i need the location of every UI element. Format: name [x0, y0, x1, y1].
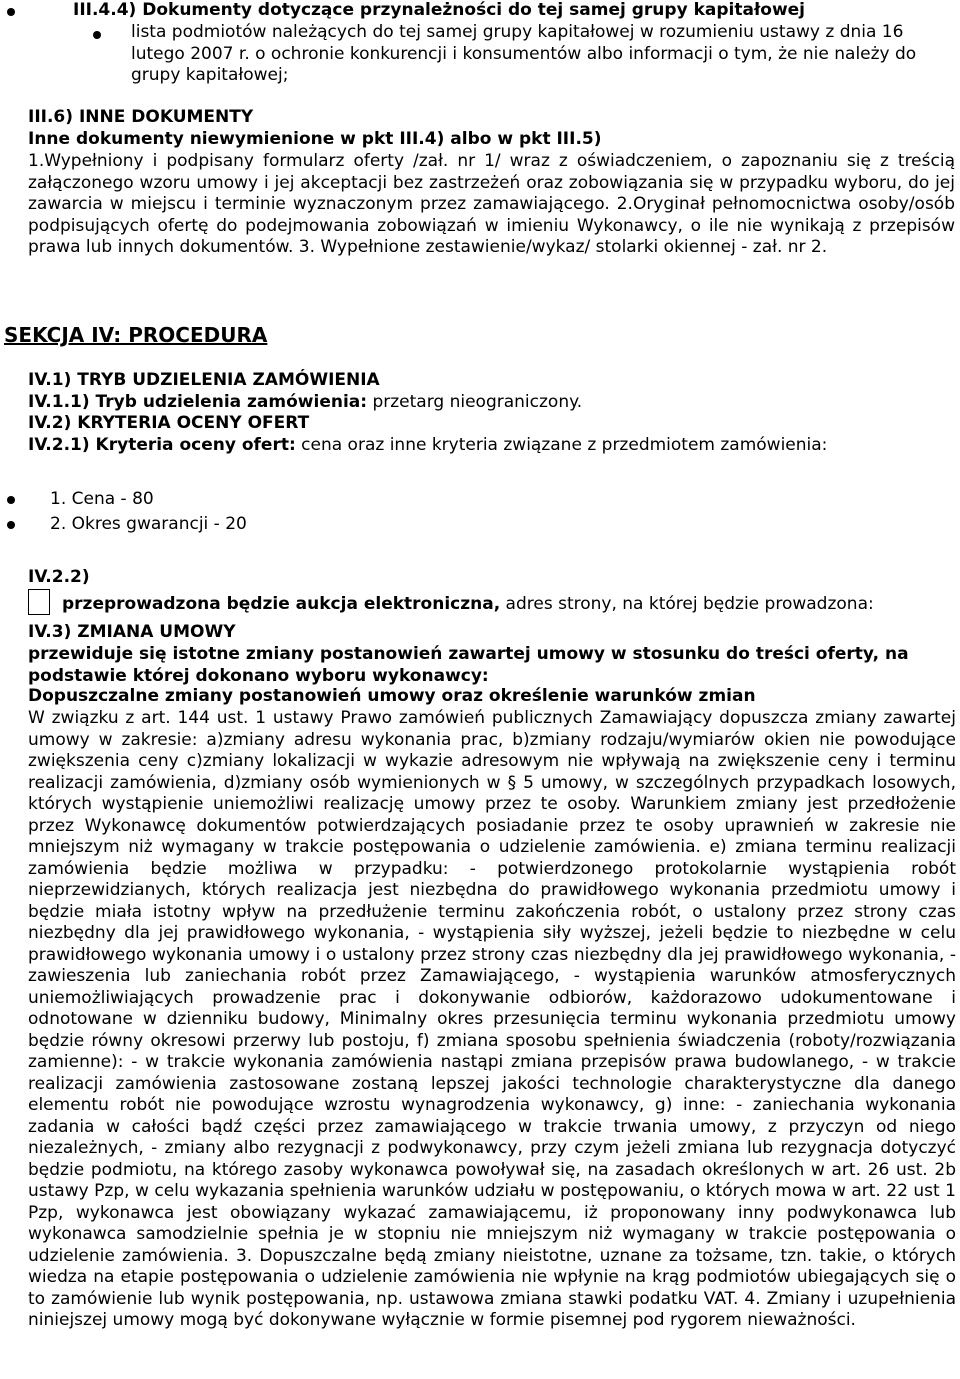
label: przeprowadzona będzie aukcja elektroniczna, [62, 594, 501, 614]
section-heading-III-4-4: III.4.4) Dokumenty dotyczące przynależności do tej samej grupy kapitałowej [73, 0, 806, 20]
heading-IV-2: IV.2) KRYTERIA OCENY OFERT [28, 413, 310, 433]
label: IV.2.1) Kryteria oceny ofert: [28, 435, 296, 455]
bullet-icon [7, 521, 15, 529]
section-subheading: Inne dokumenty niewymienione w pkt III.4) albo w pkt III.5) [28, 129, 602, 149]
value: przetarg nieograniczony. [367, 392, 583, 412]
heading-IV-1: IV.1) TRYB UDZIELENIA ZAMÓWIENIA [28, 370, 380, 390]
criteria-item: 2. Okres gwarancji - 20 [50, 514, 247, 534]
value: adres strony, na której będzie prowadzona: [500, 594, 874, 614]
bullet-icon [7, 496, 15, 504]
section-heading-III-6: III.6) INNE DOKUMENTY [28, 107, 254, 127]
list-item: lista podmiotów należących do tej samej grupy kapitałowej w rozumieniu ustawy z dnia 16 lutego 2007 r. o ochronie konkurencji i konsumentów albo informacji o tym, że nie należy do grupy kapitałowej; [131, 22, 917, 85]
iv3-bold-statement: przewiduje się istotne zmiany postanowień zawartej umowy w stosunku do treści oferty, na podstawie której dokonano wyboru wykonawcy: [28, 644, 909, 686]
section-title: SEKCJA IV: PROCEDURA [4, 323, 268, 347]
line-IV-2-1 [28, 435, 827, 457]
bullet-icon [7, 8, 15, 16]
heading-IV-2-2: IV.2.2) [28, 567, 90, 587]
line-IV-1-1 [28, 392, 582, 414]
value: cena oraz inne kryteria związane z przedmiotem zamówienia: [295, 435, 828, 455]
iv3-text: W związku z art. 144 ust. 1 ustawy Prawo zamówień publicznych Zamawiający dopuszcza zmiany zawartej umowy w zakresie: a)zmiany adresu wykonania prac, b)zmiany rodzaju/wymiarów okien nie powodujące zwiększenia ceny c)zmiany lokalizacji w wykazie adresowym nie wpływają na zwiększenie ceny i terminu realizacji zamówienia, d)zmiany osób wymienionych w § 5 umowy, w szczególnych przypadkach losowych, których wystąpienie uniemożliwi realizację umowy przez te osoby. Warunkiem zmiany jest przedłożenie przez Wykonawcę dokumentów potwierdzających posiadanie przez te osoby uprawnień w zakresie nie mniejszym niż wymagany w trakcie postępowania o udzielenie zamówienia. e) zmiana terminu realizacji zamówienia będzie możliwa w przypadku: - potwierdzonego protokolarnie wystąpienia robót nieprzewidzianych, których realizacja jest niezbędna do prawidłowego wykonania przedmiotu umowy i będzie miała istotny wpływ na przedłużenie terminu zakończenia robót, o ustalony przez strony czas niezbędny dla jej prawidłowego wykonania, - wystąpienia siły wyższej, jeżeli będzie to niezbędne w celu prawidłowego wykonania umowy i o ustalony przez strony czas niezbędny dla jej prawidłowego wykonania, - zawieszenia lub zaniechania robót przez Zamawiającego, - wystąpienia warunków atmosferycznych uniemożliwiających prowadzenie prac i dokonywanie odbiorów, każdorazowo udokumentowane i odnotowane w dzienniku budowy, Minimalny okres przesunięcia terminu wykonania przedmiotu umowy będzie równy okresowi przerwy lub postoju, f) zmiana sposobu spełnienia świadczenia (roboty/rozwiązania zamienne): - w trakcie wykonania zamówienia nastąpi zmiana przepisów prawa budowlanego, - w trakcie realizacji zamówienia zastosowane zostaną lepszej jakości technologie charakterystyczne dla danego elementu robót nie powodujące wzrostu wynagrodzenia wykonawcy, g) inne: - zaniechania wykonania zadania w całości bądź części przez zamawiającego w trakcie trwania umowy, z przyczyn od niego niezależnych, - zmiany albo rezygnacji z podwykonawcy, przy czym jeżeli zmiana lub rezygnacja dotyczyć będzie podmiotu, na którego zasoby wykonawca powoływał się, na zasadach określonych w art. 26 ust. 2b ustawy Pzp, w celu wykazania spełnienia warunków udziału w postępowaniu, o których mowa w art. 22 ust 1 Pzp, wykonawca jest obowiązany wykazać zamawiającemu, iż proponowany inny podwykonawca lub wykonawca samodzielnie spełnia je w stopniu nie mniejszym niż wymagany w trakcie postępowania o udzielenie zamówienia. 3. Dopuszczalne będą zmiany nieistotne, uznane za tożsame, tzn. takie, o których wiedza na etapie postępowania o udzielenie zamówienia nie wpłynie na krąg podmiotów ubiegających się o to zamówienie lub wynik postępowania, np. ustawowa zmiana stawki podatku VAT. 4. Zmiany i uzupełnienia niniejszej umowy mogą być dokonywane wyłącznie w formie pisemnej pod rygorem nieważności. [28, 708, 956, 1330]
label: IV.1.1) Tryb udzielenia zamówienia: [28, 392, 368, 412]
section-text: 1.Wypełniony i podpisany formularz oferty /zał. nr 1/ wraz z oświadczeniem, o zapoznaniu się z treścią załączonego wzoru umowy i jej akceptacji bez zastrzeżeń oraz zobowiązania się w przypadku wyboru, do jej zawarcia w miejscu i terminie wyznaczonym przez zamawiającego. 2.Oryginał pełnomocnictwa osoby/osób podpisujących ofertę do podejmowania zobowiązań w imieniu Wykonawcy, o ile nie wynikają z przepisów prawa lub innych dokumentów. 3. Wypełnione zestawienie/wykaz/ stolarki okiennej - zał. nr 2. [28, 151, 955, 257]
heading-IV-3: IV.3) ZMIANA UMOWY [28, 622, 236, 642]
auction-checkbox[interactable] [28, 589, 50, 615]
line-auction [62, 594, 874, 616]
criteria-item: 1. Cena - 80 [50, 489, 154, 509]
bullet-icon [93, 31, 101, 39]
iv3-bold-heading: Dopuszczalne zmiany postanowień umowy oraz określenie warunków zmian [28, 686, 756, 706]
